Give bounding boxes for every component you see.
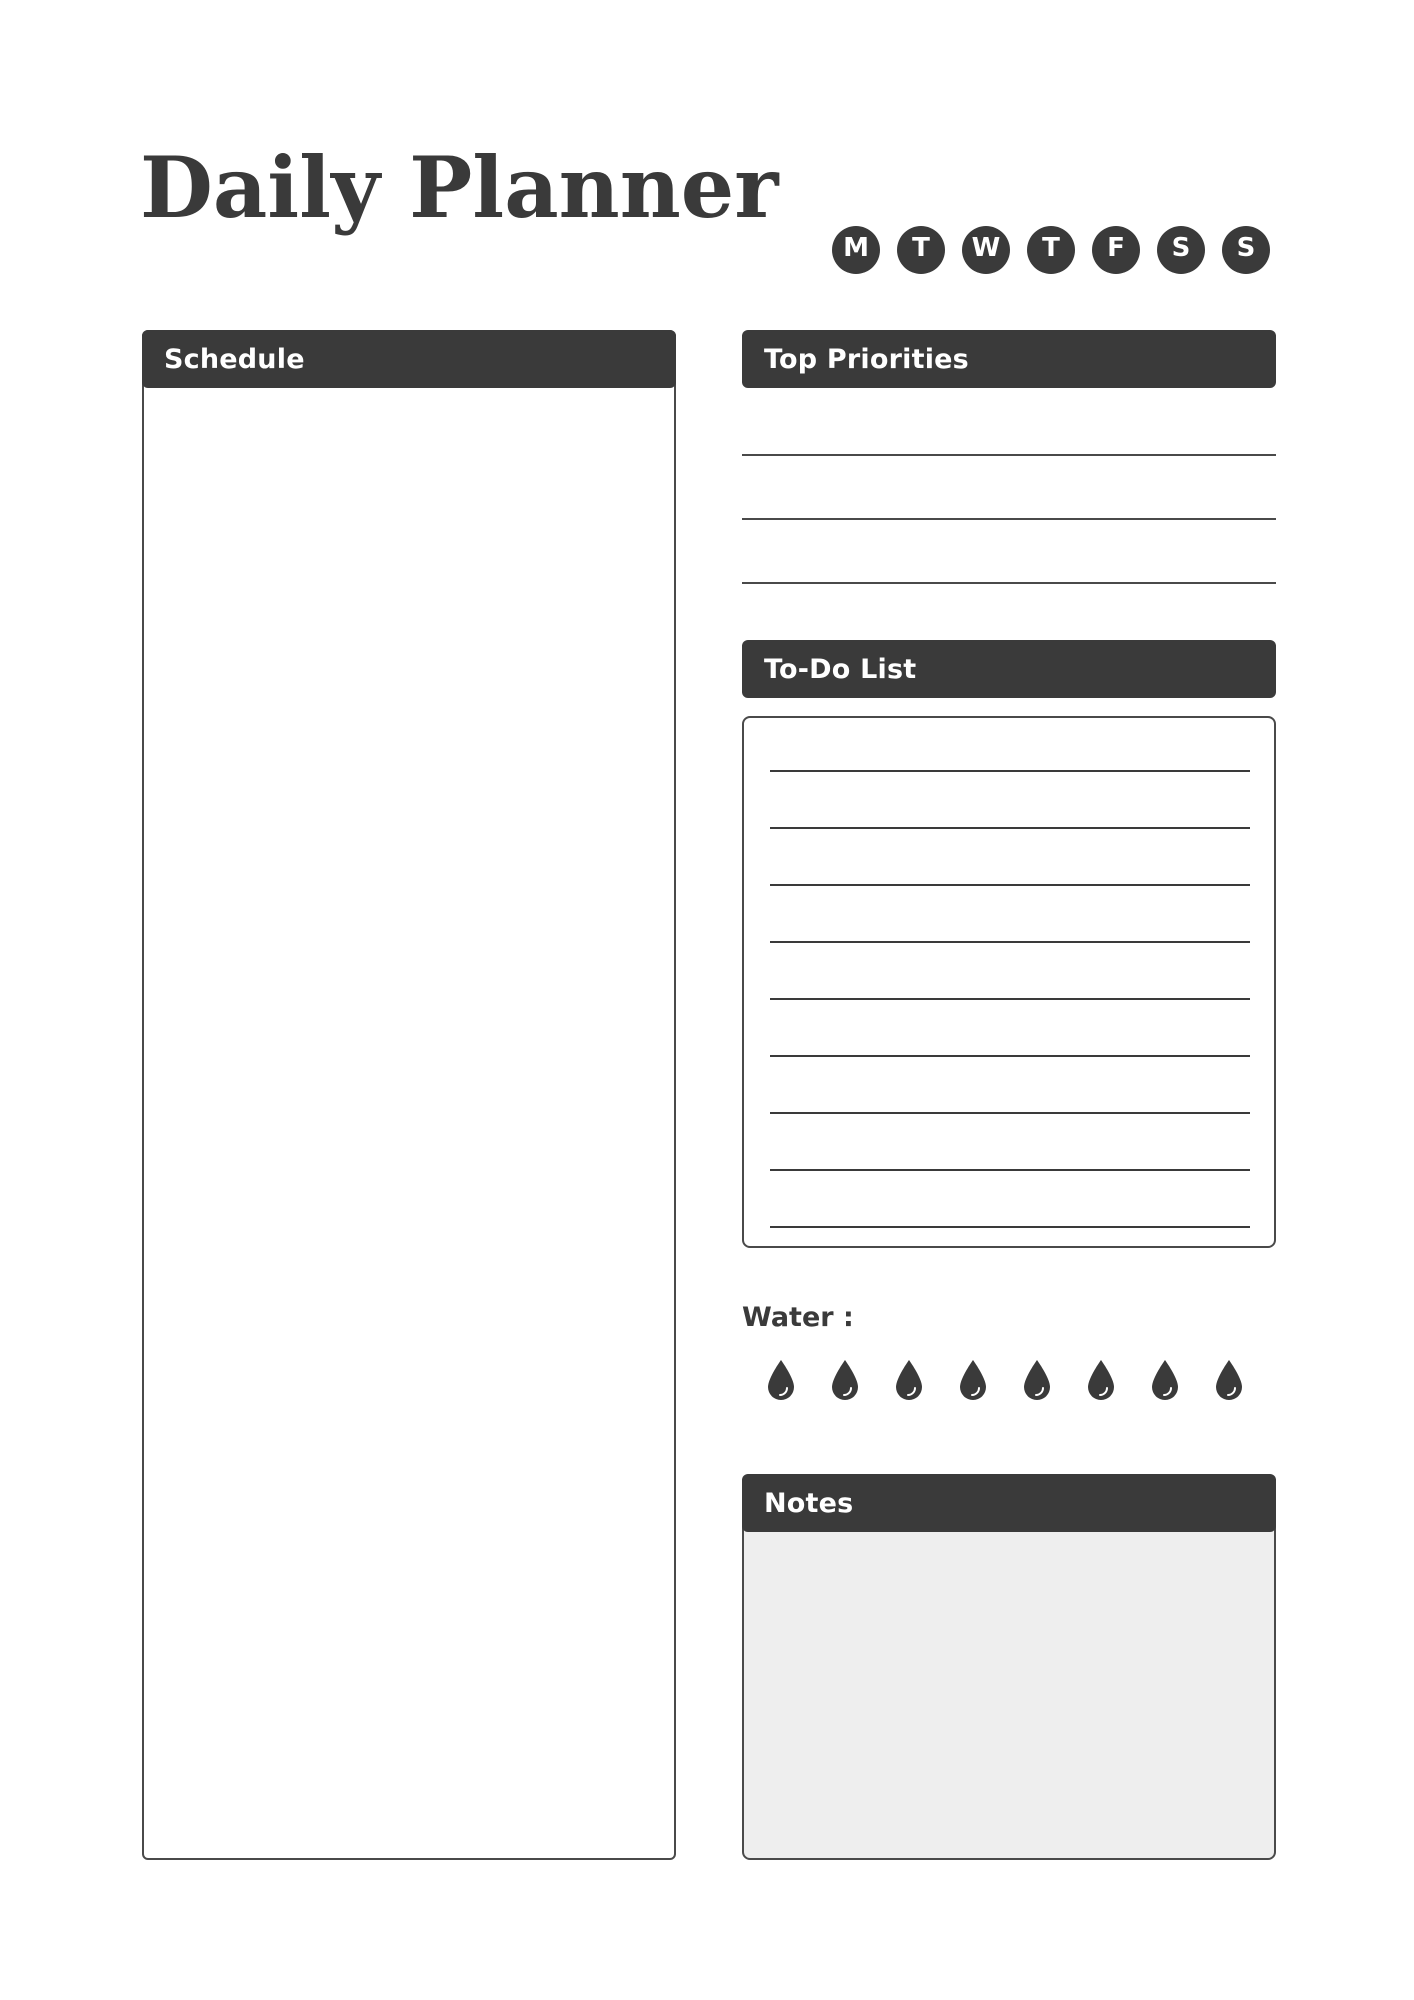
todo-list-box — [742, 716, 1276, 1248]
todo-header-label: To-Do List — [764, 653, 917, 685]
todo-line-5[interactable] — [770, 998, 1250, 1000]
todo-line-9[interactable] — [770, 1226, 1250, 1228]
priority-line-3[interactable] — [742, 582, 1276, 584]
water-drop-icon[interactable] — [766, 1358, 796, 1402]
water-drop-icon[interactable] — [830, 1358, 860, 1402]
water-drop-icon[interactable] — [1086, 1358, 1116, 1402]
todo-line-6[interactable] — [770, 1055, 1250, 1057]
schedule-header — [142, 330, 676, 388]
day-wednesday[interactable]: W — [962, 226, 1010, 274]
page-title: Daily Planner — [140, 138, 779, 237]
priority-line-2[interactable] — [742, 518, 1276, 520]
water-drop-icon[interactable] — [1150, 1358, 1180, 1402]
notes-header — [742, 1474, 1276, 1532]
todo-line-2[interactable] — [770, 827, 1250, 829]
priorities-header — [742, 330, 1276, 388]
water-drop-icon[interactable] — [894, 1358, 924, 1402]
water-drop-icon[interactable] — [1214, 1358, 1244, 1402]
todo-line-4[interactable] — [770, 941, 1250, 943]
todo-line-1[interactable] — [770, 770, 1250, 772]
day-saturday[interactable]: S — [1157, 226, 1205, 274]
priority-line-1[interactable] — [742, 454, 1276, 456]
notes-header-label: Notes — [764, 1487, 854, 1519]
day-thursday[interactable]: T — [1027, 226, 1075, 274]
day-friday[interactable]: F — [1092, 226, 1140, 274]
todo-line-8[interactable] — [770, 1169, 1250, 1171]
water-drop-icon[interactable] — [1022, 1358, 1052, 1402]
water-drop-icon[interactable] — [958, 1358, 988, 1402]
day-monday[interactable]: M — [832, 226, 880, 274]
todo-line-3[interactable] — [770, 884, 1250, 886]
day-sunday[interactable]: S — [1222, 226, 1270, 274]
todo-header — [742, 640, 1276, 698]
priorities-header-label: Top Priorities — [764, 343, 969, 375]
weekday-selector — [832, 226, 1270, 274]
water-tracker — [766, 1358, 1244, 1402]
day-tuesday[interactable]: T — [897, 226, 945, 274]
water-label: Water : — [742, 1302, 854, 1333]
schedule-area[interactable] — [142, 330, 676, 1860]
schedule-header-label: Schedule — [164, 343, 305, 375]
todo-line-7[interactable] — [770, 1112, 1250, 1114]
